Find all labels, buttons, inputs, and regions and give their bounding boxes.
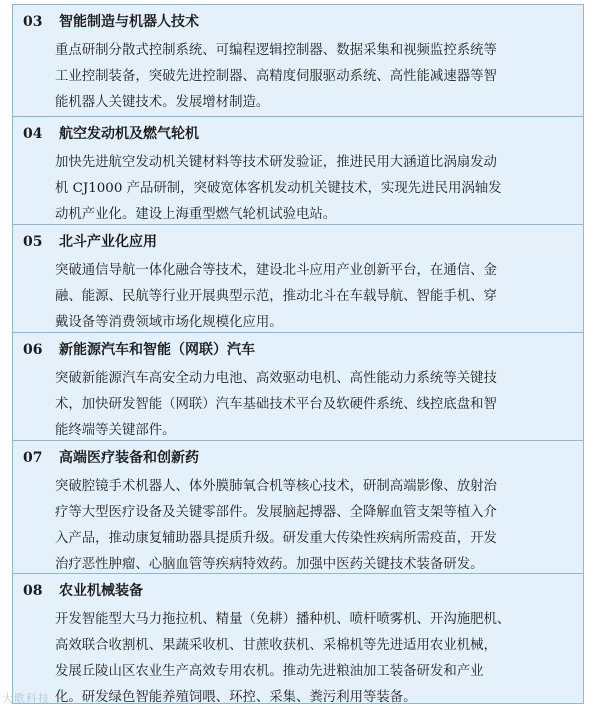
section-heading: [23, 233, 157, 251]
section-05: [13, 225, 583, 333]
body-line: 疗等大型医疗设备及关键零部件。发展脑起搏器、全降解血管支架等植入介: [55, 500, 577, 526]
section-title: 北斗产业化应用: [59, 234, 157, 250]
section-number: 03: [23, 13, 59, 31]
section-heading: [23, 13, 199, 31]
body-line: 突破新能源汽车高安全动力电池、高效驱动电机、高性能动力系统等关键技: [55, 366, 577, 392]
section-body: [55, 474, 577, 578]
section-number: 08: [23, 582, 59, 600]
section-heading: [23, 341, 255, 359]
section-body: [55, 150, 577, 228]
section-body: [55, 258, 577, 336]
body-line: 能终端等关键部件。: [55, 418, 577, 444]
body-line: 加快先进航空发动机关键材料等技术研发验证，推进民用大涵道比涡扇发动: [55, 150, 577, 176]
body-line: 能机器人关键技术。发展增材制造。: [55, 90, 577, 116]
body-line: 发展丘陵山区农业生产高效专用农机。推动先进粮油加工装备研发和产业: [55, 659, 577, 685]
body-line: 突破通信导航一体化融合等技术，建设北斗应用产业创新平台，在通信、金: [55, 258, 577, 284]
section-heading: [23, 125, 199, 143]
body-line: 突破腔镜手术机器人、体外膜肺氧合机等核心技术，研制高端影像、放射治: [55, 474, 577, 500]
section-number: 07: [23, 449, 59, 467]
section-title: 农业机械装备: [59, 583, 143, 599]
body-line: 工业控制装备，突破先进控制器、高精度伺服驱动系统、高性能减速器等智: [55, 64, 577, 90]
body-line: 术，加快研发智能（网联）汽车基础技术平台及软硬件系统、线控底盘和智: [55, 392, 577, 418]
section-06: [13, 333, 583, 441]
section-body: [55, 38, 577, 116]
section-07: [13, 441, 583, 574]
section-body: [55, 607, 577, 711]
section-number: 05: [23, 233, 59, 251]
section-heading: [23, 582, 143, 600]
section-title: 航空发动机及燃气轮机: [59, 126, 199, 142]
tech-table: [12, 4, 584, 704]
section-title: 高端医疗装备和创新药: [59, 450, 199, 466]
section-title: 新能源汽车和智能（网联）汽车: [59, 342, 255, 358]
section-number: 04: [23, 125, 59, 143]
section-04: [13, 117, 583, 225]
body-line: 重点研制分散式控制系统、可编程逻辑控制器、数据采集和视频监控系统等: [55, 38, 577, 64]
body-line: 开发智能型大马力拖拉机、精量（免耕）播种机、喷杆喷雾机、开沟施肥机、: [55, 607, 577, 633]
body-line: 入产品，推动康复辅助器具提质升级。研发重大传染性疾病所需疫苗，开发: [55, 526, 577, 552]
body-line: 机 CJ1000 产品研制，突破宽体客机发动机关键技术，实现先进民用涡轴发: [55, 176, 577, 202]
body-line: 动机产业化。建设上海重型燃气轮机试验电站。: [55, 202, 577, 228]
body-line: 化。研发绿色智能养殖饲喂、环控、采集、粪污利用等装备。: [55, 685, 577, 711]
watermark: 大歌科技: [2, 690, 50, 706]
section-03: [13, 5, 583, 117]
section-08: [13, 574, 583, 703]
section-heading: [23, 449, 199, 467]
section-title: 智能制造与机器人技术: [59, 14, 199, 30]
section-number: 06: [23, 341, 59, 359]
body-line: 治疗恶性肿瘤、心脑血管等疾病特效药。加强中医药关键技术装备研发。: [55, 552, 577, 578]
body-line: 融、能源、民航等行业开展典型示范，推动北斗在车载导航、智能手机、穿: [55, 284, 577, 310]
body-line: 高效联合收割机、果蔬采收机、甘蔗收获机、采棉机等先进适用农业机械，: [55, 633, 577, 659]
section-body: [55, 366, 577, 444]
body-line: 戴设备等消费领域市场化规模化应用。: [55, 310, 577, 336]
